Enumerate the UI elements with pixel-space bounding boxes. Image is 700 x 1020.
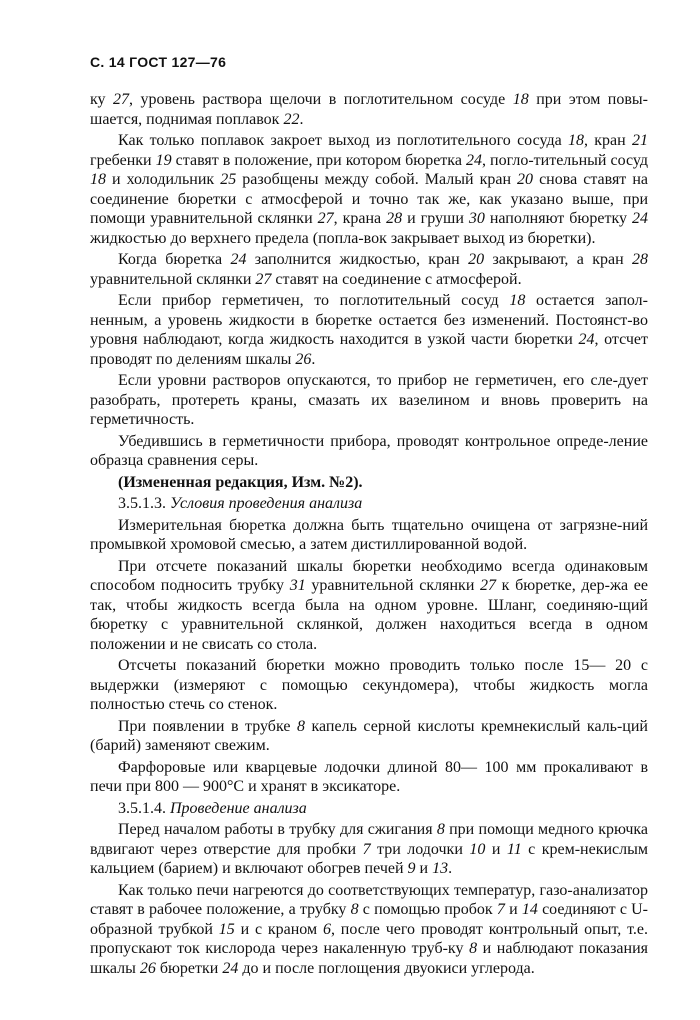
paragraph: Убедившись в герметичности прибора, проводят контрольное опреде-ление образца сравнения серы.: [90, 432, 648, 469]
paragraph: Когда бюретка 24 заполнится жидкостью, кран 20 закрывают, а кран 28 уравнительной склянки 27 ставят на соединение с атмосферой.: [90, 251, 649, 288]
amendment-note: (Измененная редакция, Изм. №2).: [118, 473, 363, 491]
paragraph: ку 27, уровень раствора щелочи в поглотительном сосуде 18 при этом повы-шается, поднимая поплавок 22.: [90, 91, 649, 128]
document-body: [90, 90, 648, 978]
document-page: [90, 54, 648, 978]
section-heading: 3.5.1.4. Проведение анализа: [118, 799, 307, 817]
paragraph: Как только печи нагреются до соответствующих температур, газо-анализатор ставят в рабочее положение, а трубку 8 с помощью пробок 7 и 14 соединяют с U-образной трубкой 15 и с краном 6, после чего проводят контрольный опыт, т.е. пропускают ток кислорода через накаленную труб-ку 8 и наблюдают показания шкалы 26 бюретки 24 до и после поглощения двуокиси углерода.: [90, 881, 649, 977]
paragraph: Как только поплавок закроет выход из поглотительного сосуда 18, кран 21 гребенки 19 ставят в положение, при котором бюретка 24, погло-тительный сосуд 18 и холодильник 25 разобщены между собой. Малый кран 20 снова ставят на соединение бюретки с атмосферой и точно так же, как указано выше, при помощи уравнительной склянки 27, крана 28 и груши 30 наполняют бюретку 24 жидкостью до верхнего предела (попла-вок закрывает выход из бюретки).: [90, 132, 649, 247]
page-header: С. 14 ГОСТ 127—76: [90, 54, 227, 70]
paragraph: При появлении в трубке 8 капель серной кислоты кремнекислый каль-ций (барий) заменяют свежим.: [90, 717, 648, 754]
paragraph: Если прибор герметичен, то поглотительный сосуд 18 остается запол-ненным, а уровень жидкости в бюретке остается без изменений. Постоянст-во уровня наблюдают, когда жидкость находится в узкой части бюретки 24, отсчет проводят по делениям шкалы 26.: [90, 292, 648, 368]
paragraph: Отсчеты показаний бюретки можно проводить только после 15— 20 с выдержки (измеряют с помощью секундомера), чтобы жидкость могла полностью стечь со стенок.: [90, 657, 648, 713]
section-heading: 3.5.1.3. Условия проведения анализа: [118, 495, 363, 512]
paragraph: Измерительная бюретка должна быть тщательно очищена от загрязне-ний промывкой хромовой смесью, а затем дистиллированной водой.: [90, 516, 648, 553]
paragraph: Перед началом работы в трубку для сжигания 8 при помощи медного крючка вдвигают через отверстие для пробки 7 три лодочки 10 и 11 с крем-некислым кальцием (барием) и включают обогрев печей 9 и 13.: [90, 821, 649, 877]
paragraph: Фарфоровые или кварцевые лодочки длиной 80— 100 мм прокаливают в печи при 800 — 900°С и хранят в эксикаторе.: [90, 758, 648, 795]
paragraph: Если уровни растворов опускаются, то прибор не герметичен, его сле-дует разобрать, протереть краны, смазать их вазелином и вновь проверить на герметичность.: [90, 372, 648, 428]
paragraph: При отсчете показаний шкалы бюретки необходимо всегда одинаковым способом подносить трубку 31 уравнительной склянки 27 к бюретке, дер-жа ее так, чтобы жидкость всегда была на одном уровне. Шланг, соединяю-щий бюретку с уравнительной склянкой, должен находиться всегда в одном положении и не свисать со стола.: [90, 557, 648, 653]
